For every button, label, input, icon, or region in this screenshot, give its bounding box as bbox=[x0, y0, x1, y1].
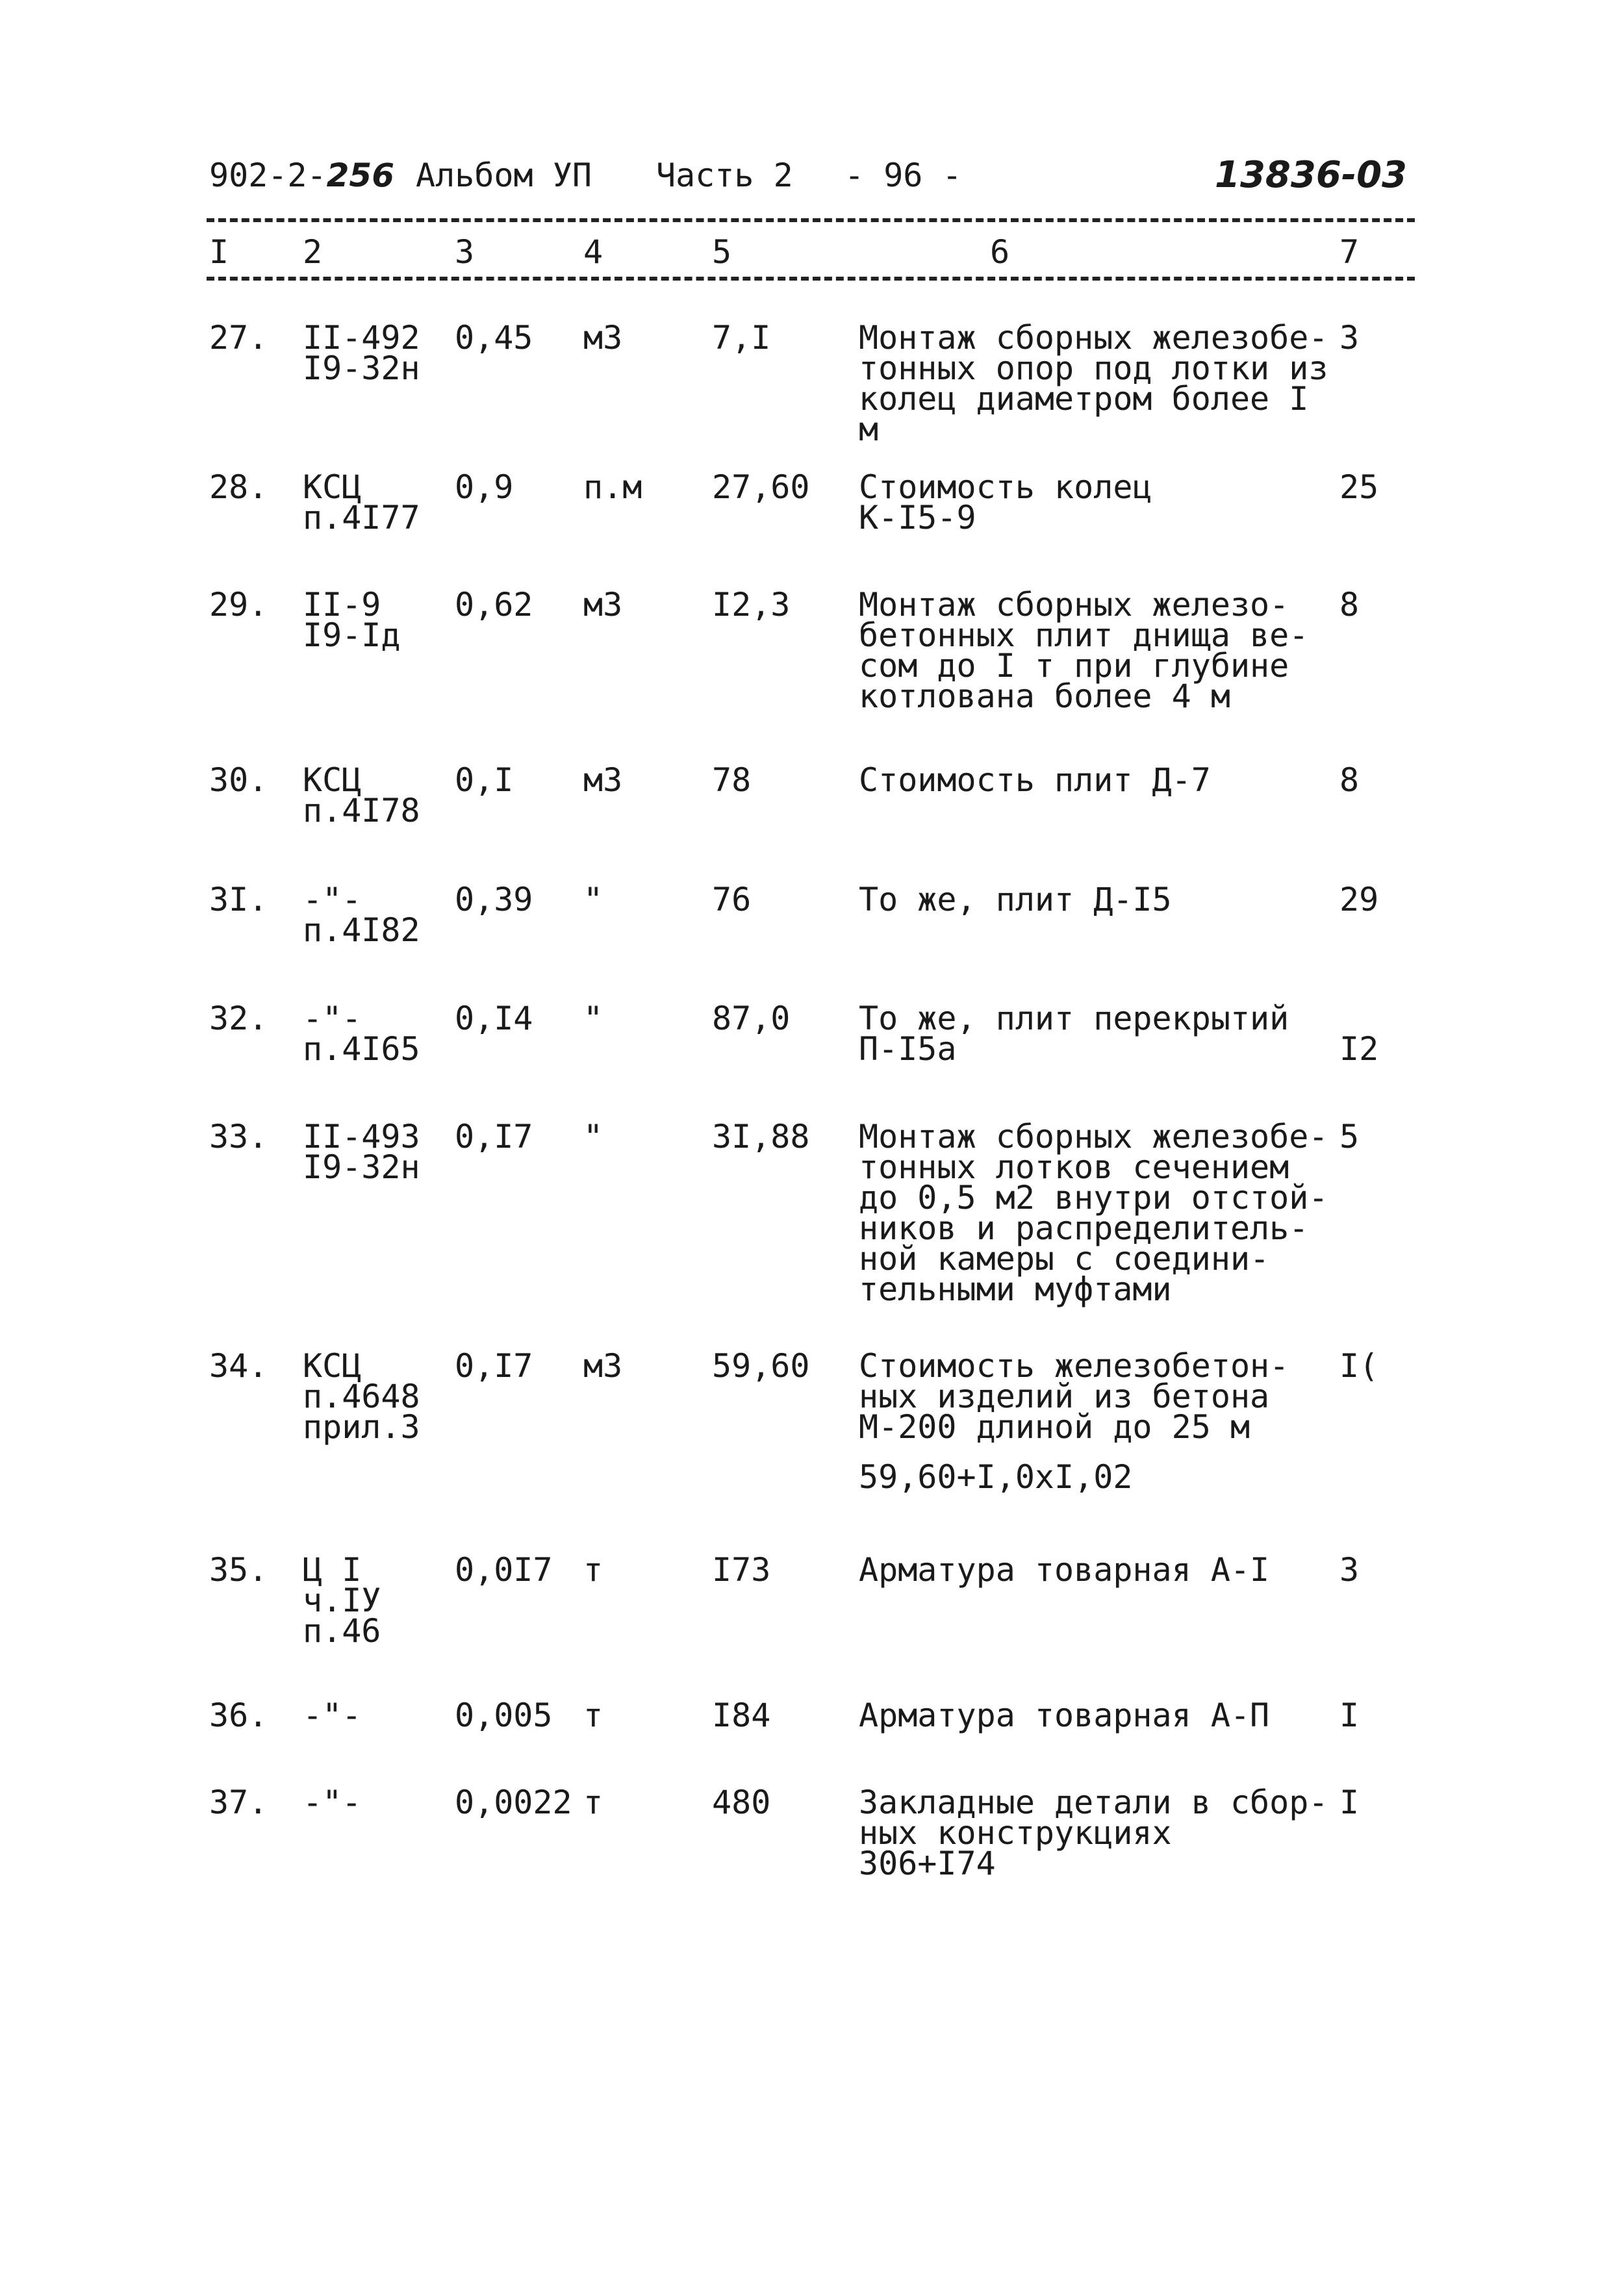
row-code: КСЦ п.4I78 bbox=[303, 761, 420, 829]
row-quantity: 0,I bbox=[455, 761, 514, 799]
row-total: 3 bbox=[1339, 1551, 1360, 1589]
doc-code-handwritten: 256 bbox=[326, 157, 394, 194]
row-quantity: 0,0022 bbox=[455, 1784, 572, 1821]
row-description: Закладные детали в сбор- ных конструкциях 306+I74 bbox=[859, 1784, 1328, 1882]
row-number: 32. bbox=[209, 1000, 268, 1037]
row-unit: " bbox=[583, 1118, 603, 1155]
row-description: Монтаж сборных железобе- тонных опор под лотки из колец диаметром более I м bbox=[859, 319, 1328, 448]
registration-number: 13836-03 bbox=[1215, 154, 1407, 196]
row-number: 33. bbox=[209, 1118, 268, 1155]
row-quantity: 0,9 bbox=[455, 468, 514, 506]
row-quantity: 0,005 bbox=[455, 1697, 553, 1734]
doc-code bbox=[209, 156, 394, 195]
row-price: 59,60 bbox=[712, 1347, 810, 1385]
row-number: 27. bbox=[209, 319, 268, 357]
row-code: Ц I ч.IУ п.46 bbox=[303, 1551, 381, 1650]
doc-code-prefix: 902-2- bbox=[209, 157, 327, 194]
row-quantity: 0,45 bbox=[455, 319, 533, 357]
row-number: 34. bbox=[209, 1347, 268, 1385]
row-unit: п.м bbox=[583, 468, 642, 506]
row-unit: м3 bbox=[583, 319, 623, 357]
row-quantity: 0,I7 bbox=[455, 1118, 533, 1155]
row-total: 8 bbox=[1339, 586, 1360, 624]
row-price: 7,I bbox=[712, 319, 771, 357]
row-unit: " bbox=[583, 881, 603, 918]
row-quantity: 0,62 bbox=[455, 586, 533, 624]
row-unit: м3 bbox=[583, 761, 623, 799]
row-price: 27,60 bbox=[712, 468, 810, 506]
row-total: I2 bbox=[1339, 1030, 1379, 1068]
row-unit: " bbox=[583, 1000, 603, 1037]
row-code: -"- bbox=[303, 1697, 362, 1734]
album-label: Альбом УП bbox=[416, 157, 592, 194]
row-description: Стоимость железобетон- ных изделий из бетона М-200 длиной до 25 м 59,60+I,0хI,02 bbox=[859, 1351, 1339, 1493]
row-code: II-493 I9-32н bbox=[303, 1118, 420, 1186]
row-calculation: 59,60+I,0хI,02 bbox=[859, 1458, 1133, 1496]
row-unit: м3 bbox=[583, 1347, 623, 1385]
column-header-1: I bbox=[209, 233, 229, 271]
column-header-2: 2 bbox=[303, 233, 323, 271]
row-description: То же, плит перекрытий П-I5а bbox=[859, 1000, 1289, 1068]
row-code: -"- п.4I65 bbox=[303, 1000, 420, 1068]
row-price: I84 bbox=[712, 1697, 771, 1734]
row-quantity: 0,0I7 bbox=[455, 1551, 553, 1589]
row-quantity: 0,39 bbox=[455, 881, 533, 918]
row-total: 25 bbox=[1339, 468, 1379, 506]
row-number: 37. bbox=[209, 1784, 268, 1821]
row-code: -"- bbox=[303, 1784, 362, 1821]
row-price: I2,3 bbox=[712, 586, 791, 624]
row-code: II-9 I9-Iд bbox=[303, 586, 401, 654]
row-description: Монтаж сборных железо- бетонных плит днища ве- сом до I т при глубине котлована более 4 м bbox=[859, 586, 1309, 715]
row-total: 29 bbox=[1339, 881, 1379, 918]
row-description: Стоимость колец К-I5-9 bbox=[859, 468, 1152, 537]
column-header-7: 7 bbox=[1339, 233, 1360, 271]
row-unit: м3 bbox=[583, 586, 623, 624]
row-total: 5 bbox=[1339, 1118, 1360, 1155]
page-number: - 96 - bbox=[844, 157, 962, 194]
row-description: То же, плит Д-I5 bbox=[859, 881, 1172, 918]
row-description: Арматура товарная А-П bbox=[859, 1697, 1270, 1734]
row-price: 3I,88 bbox=[712, 1118, 810, 1155]
row-number: 35. bbox=[209, 1551, 268, 1589]
header-rule-top bbox=[207, 218, 1415, 222]
header-rule-bottom bbox=[207, 277, 1415, 281]
row-unit: т bbox=[583, 1784, 603, 1821]
column-header-4: 4 bbox=[583, 233, 603, 271]
row-quantity: 0,I7 bbox=[455, 1347, 533, 1385]
row-description: Арматура товарная А-I bbox=[859, 1551, 1270, 1589]
row-price: 87,0 bbox=[712, 1000, 791, 1037]
row-description: Монтаж сборных железобе- тонных лотков сечением до 0,5 м2 внутри отстой- ников и распределитель- ной камеры с соедини- тельными муфтами bbox=[859, 1118, 1328, 1308]
column-header-5: 5 bbox=[712, 233, 732, 271]
row-number: 36. bbox=[209, 1697, 268, 1734]
row-price: 76 bbox=[712, 881, 752, 918]
row-total: 8 bbox=[1339, 761, 1360, 799]
row-code: КСЦ п.4648 прил.3 bbox=[303, 1347, 420, 1446]
row-number: 30. bbox=[209, 761, 268, 799]
row-total: I bbox=[1339, 1784, 1360, 1821]
row-price: 480 bbox=[712, 1784, 771, 1821]
row-unit: т bbox=[583, 1551, 603, 1589]
row-total: I bbox=[1339, 1697, 1360, 1734]
row-unit: т bbox=[583, 1697, 603, 1734]
row-number: 28. bbox=[209, 468, 268, 506]
row-code: КСЦ п.4I77 bbox=[303, 468, 420, 537]
part-label: Часть 2 bbox=[656, 157, 793, 194]
row-description: Стоимость плит Д-7 bbox=[859, 761, 1211, 799]
column-header-6: 6 bbox=[990, 233, 1010, 271]
row-price: 78 bbox=[712, 761, 752, 799]
row-total: 3 bbox=[1339, 319, 1360, 357]
row-total: I( bbox=[1339, 1347, 1379, 1385]
row-number: 3I. bbox=[209, 881, 268, 918]
row-quantity: 0,I4 bbox=[455, 1000, 533, 1037]
row-price: I73 bbox=[712, 1551, 771, 1589]
column-header-3: 3 bbox=[455, 233, 475, 271]
row-number: 29. bbox=[209, 586, 268, 624]
row-code: -"- п.4I82 bbox=[303, 881, 420, 949]
row-code: II-492 I9-32н bbox=[303, 319, 420, 387]
